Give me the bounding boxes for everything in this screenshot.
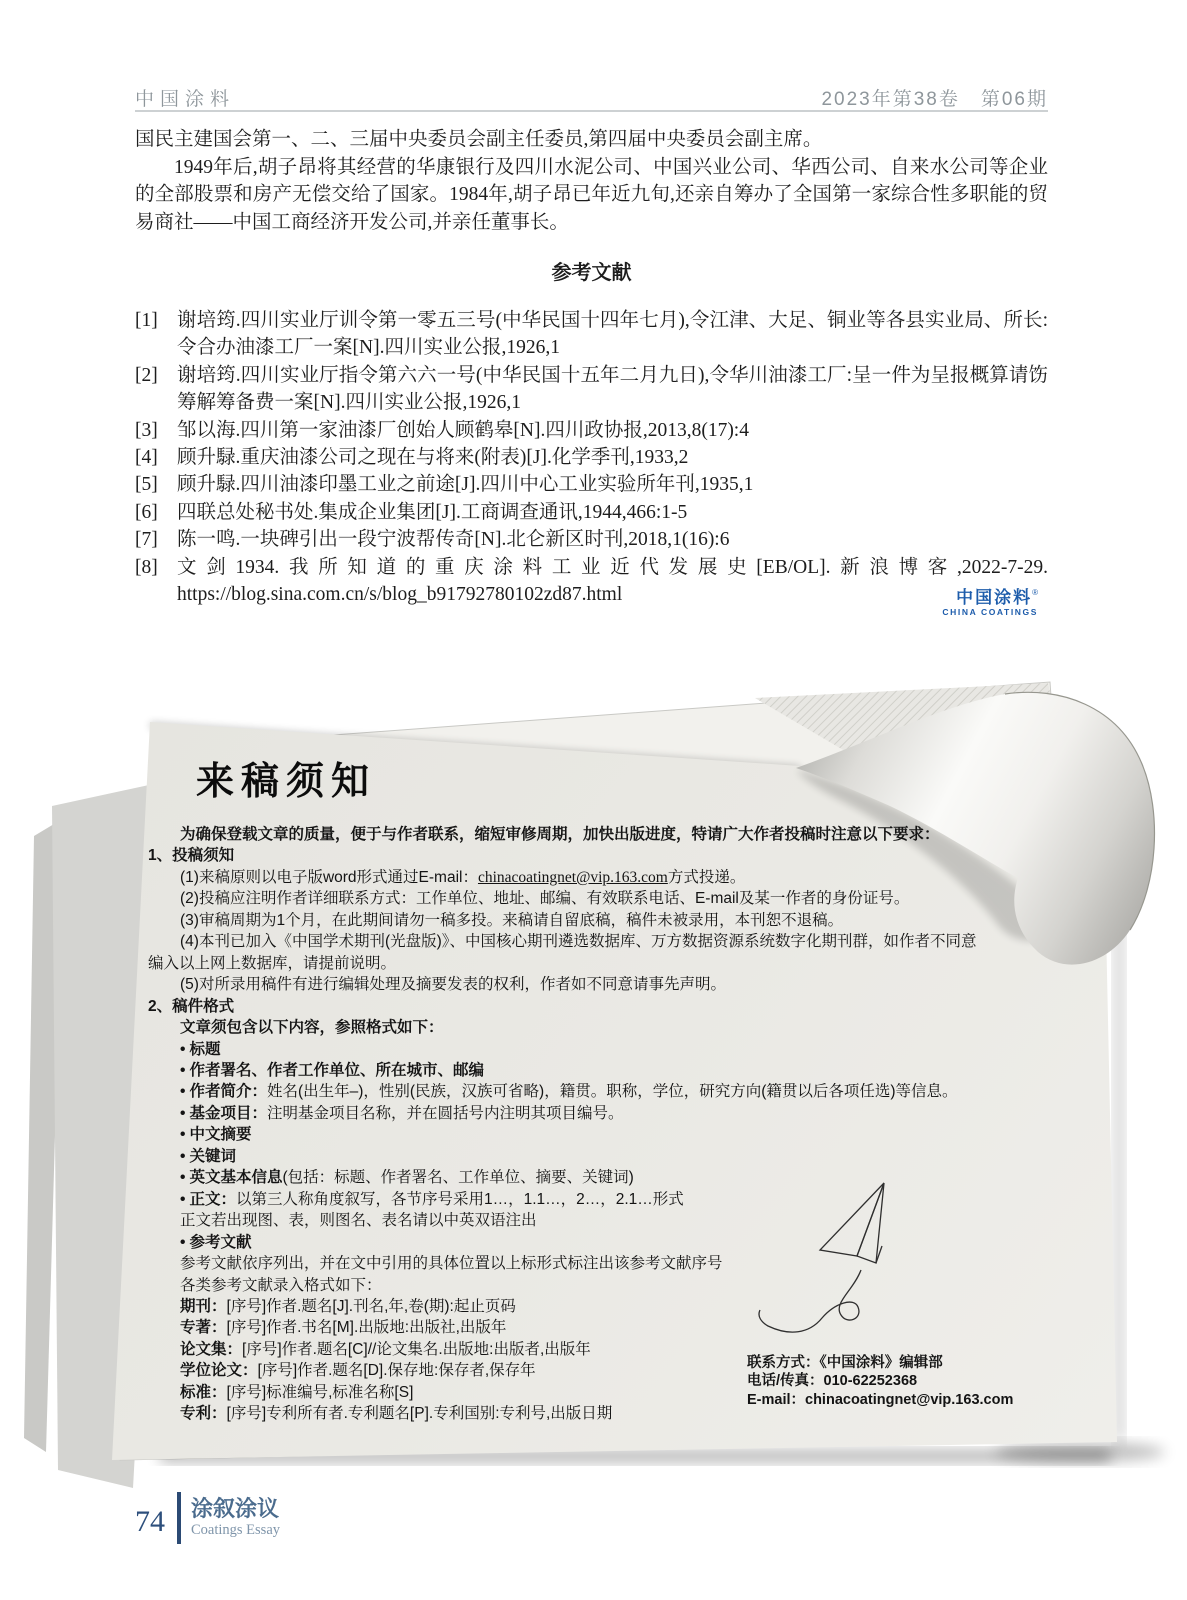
format-text: [序号]作者.题名[C]//论文集名.出版地:出版者,出版年 (242, 1340, 591, 1358)
journal-name: 中国涂料 (135, 89, 236, 110)
format-text: [序号]作者.书名[M].出版地:出版社,出版年 (226, 1319, 507, 1337)
references-heading: 参考文献 (551, 262, 632, 284)
notice-body (148, 824, 982, 1425)
format-label: 学位论文： (180, 1362, 258, 1380)
format-bullet (148, 1124, 982, 1145)
notice-item: (2)投稿应注明作者详细联系方式：工作单位、地址、邮编、有效联系电话、E-mail及某一作者的身份证号。 (180, 890, 910, 908)
column-title (191, 1497, 280, 1539)
format-bullet (148, 1103, 982, 1124)
contact-line (747, 1372, 1013, 1390)
section2-heading: 2、稿件格式 (148, 997, 235, 1015)
page-footer (135, 1492, 280, 1544)
contact-value: chinacoatingnet@vip.163.com (805, 1391, 1014, 1408)
contact-line (747, 1391, 1013, 1409)
bullet-desc: 以第三人称角度叙写，各节序号采用1…，1.1…，2…，2.1…形式 (235, 1190, 684, 1208)
reference-text: 顾升騄.重庆油漆公司之现在与将来(附表)[J].化学季刊,1933,2 (177, 447, 689, 469)
notice-item (148, 867, 982, 888)
notice-title: 来稿须知 (196, 761, 377, 803)
format-label: 专利： (180, 1405, 227, 1423)
section1-heading: 1、投稿须知 (148, 847, 235, 865)
notice-intro: 为确保登载文章的质量，便于与作者联系，缩短审修周期，加快出版进度，特请广大作者投稿时注意以下要求： (180, 826, 940, 843)
reference-text: 四联总处秘书处.集成企业集团[J].工商调查通讯,1944,466:1-5 (177, 501, 688, 523)
contact-line (747, 1354, 1013, 1372)
item1-post: 方式投递。 (667, 868, 746, 886)
reference-number: [7] (135, 529, 158, 551)
email-link[interactable]: chinacoatingnet@vip.163.com (477, 868, 668, 886)
notice-item: (3)审稿周期为1个月，在此期间请勿一稿多投。来稿请自留底稿，稿件未被录用，本刊恕不退稿。 (180, 911, 844, 929)
format-text: [序号]专利所有者.专利题名[P].专利国别:专利号,出版日期 (226, 1405, 613, 1423)
item1-pre: (1)来稿原则以电子版word形式通过E-mail： (180, 868, 478, 886)
format-bullet (148, 1081, 982, 1102)
reference-text: 谢培筠.四川实业厅训令第一零五三号(中华民国十四年七月),令江津、大足、铜业等各县实业局、所长:令合办油漆工厂一案[N].四川实业公报,1926,1 (177, 310, 1048, 359)
bullet-label: 关键词 (189, 1147, 236, 1165)
format-bullet (148, 1060, 982, 1081)
contact-label: 电话/传真： (747, 1373, 824, 1390)
article-paragraph: 国民主建国会第一、二、三届中央委员会副主任委员,第四届中央委员会副主席。 (135, 129, 823, 150)
logo-subtext: CHINA COATINGS (942, 606, 1038, 617)
format-bullet (148, 1146, 982, 1167)
reference-number: [5] (135, 474, 158, 496)
column-title-en: Coatings Essay (191, 1522, 281, 1538)
column-title-cn: 涂叙涂议 (191, 1496, 280, 1521)
contact-value: 《中国涂料》编辑部 (819, 1355, 943, 1371)
issue-info: 2023年第38卷 第06期 (821, 89, 1048, 110)
format-bullet (148, 1167, 982, 1188)
format-text: [序号]标准编号,标准名称[S] (226, 1383, 414, 1401)
footer-divider (177, 1492, 181, 1544)
format-text: [序号]作者.题名[J].刊名,年,卷(期):起止页码 (226, 1297, 516, 1315)
reference-number: [6] (135, 501, 158, 523)
reference-number: [4] (135, 447, 158, 469)
format-rule (148, 1296, 982, 1317)
bullet-desc: 姓名(出生年–)，性别(民族，汉族可省略)，籍贯。职称，学位，研究方向(籍贯以后各项任选)等信息。 (266, 1083, 958, 1101)
format-label: 专著： (180, 1319, 227, 1337)
contact-label: E-mail： (747, 1391, 806, 1408)
bullet-label: 参考文献 (189, 1233, 252, 1251)
reference-text: 文剑1934.我所知道的重庆涂料工业近代发展史[EB/OL].新浪博客,2022-7-29. https://blog.sina.com.cn/s/blog_b91792780102zd87.html (177, 556, 1048, 606)
format-bullet (148, 1189, 982, 1210)
format-bullet (148, 1039, 982, 1060)
reference-number: [1] (135, 310, 158, 331)
bullet-label: 作者署名、作者工作单位、所在城市、邮编 (189, 1061, 484, 1079)
reference-number: [3] (135, 419, 158, 441)
bullet-label: 中文摘要 (189, 1126, 252, 1144)
contact-label: 联系方式： (747, 1355, 820, 1371)
reference-text: 顾升騄.四川油漆印墨工业之前途[J].四川中心工业实验所年刊,1935,1 (177, 474, 754, 496)
format-rule (148, 1317, 982, 1338)
notice-note: 各类参考文献录入格式如下： (180, 1276, 382, 1294)
corner-shadow (995, 1442, 1165, 1462)
format-label: 期刊： (180, 1297, 227, 1315)
reference-number: [2] (135, 364, 158, 386)
reference-text: 谢培筠.四川实业厅指令第六六一号(中华民国十五年二月九日),令华川油漆工厂:呈一件为呈报概算请饬筹解筹备费一案[N].四川实业公报,1926,1 (177, 364, 1048, 414)
right-shadow (1114, 920, 1124, 1440)
bullet-desc: 注明基金项目名称，并在圆括号内注明其项目编号。 (266, 1104, 624, 1122)
bullet-desc: (包括：标题、作者署名、工作单位、摘要、关键词) (282, 1169, 634, 1187)
bullet-label: 作者简介： (189, 1083, 267, 1101)
logo-text: 中国涂料 (956, 588, 1033, 607)
page-number: 74 (135, 1505, 165, 1538)
notice-item: (5)对所录用稿件有进行编辑处理及摘要发表的权利，作者如不同意请事先声明。 (180, 976, 726, 994)
registered-mark-icon: ® (1032, 588, 1038, 597)
reference-text: 邹以海.四川第一家油漆厂创始人顾鹤皋[N].四川政协报,2013,8(17):4 (177, 419, 749, 441)
bullet-label: 正文： (189, 1190, 236, 1208)
reference-text: 陈一鸣.一块碑引出一段宁波帮传奇[N].北仑新区时刊,2018,1(16):6 (177, 529, 730, 551)
article-paragraph: 1949年后,胡子昂将其经营的华康银行及四川水泥公司、中国兴业公司、华西公司、自来水公司等企业的全部股票和房产无偿交给了国家。1984年,胡子昂已年近九旬,还亲自筹办了全国第一家综合性多职能的贸易商社——中国工商经济开发公司,并亲任董事长。 (135, 156, 1048, 233)
notice-note: 参考文献依序列出，并在文中引用的具体位置以上标形式标注出该参考文献序号 (180, 1255, 723, 1273)
format-text: [序号]作者.题名[D].保存地:保存者,保存年 (257, 1362, 536, 1380)
contact-block (747, 1354, 1013, 1409)
contact-value: 010-62252368 (823, 1373, 918, 1390)
notice-item: (4)本刊已加入《中国学术期刊(光盘版)》、中国核心期刊遴选数据库、万方数据资源系统数字化期刊群，如作者不同意编入以上网上数据库，请提前说明。 (148, 933, 977, 972)
format-label: 标准： (180, 1383, 227, 1401)
bullet-label: 英文基本信息 (189, 1169, 283, 1187)
reference-number: [8] (135, 556, 158, 578)
section2-intro: 文章须包含以下内容，参照格式如下： (180, 1019, 444, 1037)
bullet-label: 基金项目： (189, 1104, 267, 1122)
format-bullet (148, 1232, 982, 1253)
format-label: 论文集： (180, 1340, 243, 1358)
bullet-label: 标题 (189, 1040, 221, 1058)
notice-note: 正文若出现图、表，则图名、表名请以中英双语注出 (180, 1212, 537, 1230)
